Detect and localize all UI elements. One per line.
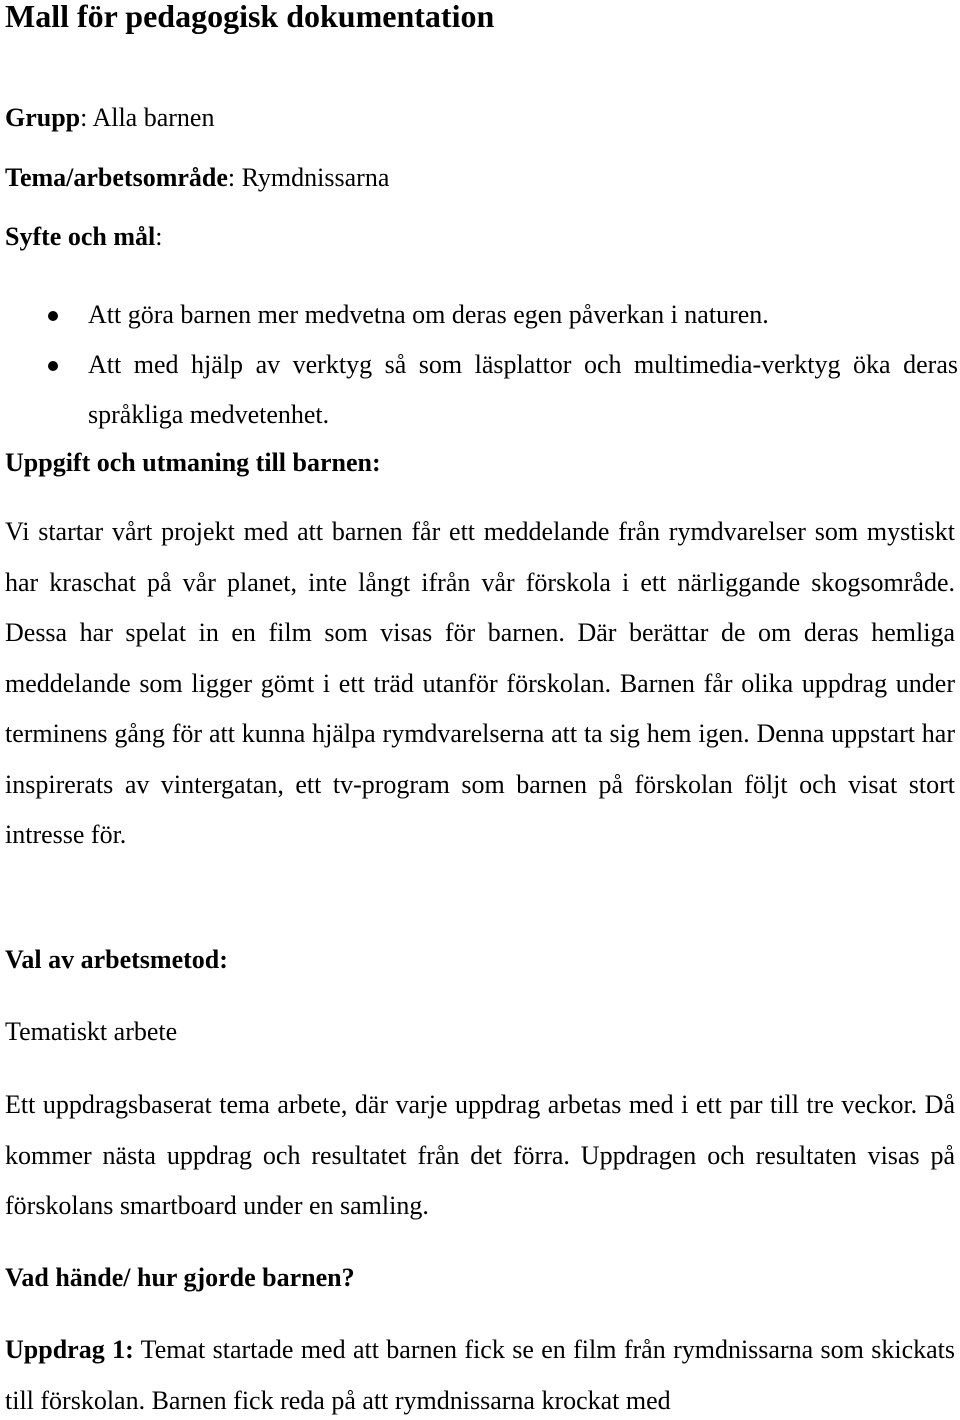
tema-field [5, 163, 389, 193]
goal-text: Att med hjälp av verktyg så som läsplattor och multimedia-verktyg öka deras språkliga medvetenhet. [88, 350, 958, 429]
syfte-colon: : [155, 222, 163, 251]
hande-heading: Vad hände/ hur gjorde barnen? [5, 1263, 355, 1292]
uppgift-paragraph: Vi startar vårt projekt med att barnen får ett meddelande från rymdvarelser som mystiskt har kraschat på vår planet, inte långt ifrån vår förskola i ett närliggande skogsområde. Dessa har spelat in en film som visas för barnen. Där berättar de om deras hemliga meddelande som ligger gömt i ett träd utanför förskolan. Barnen får olika uppdrag under terminens gång för att kunna hjälpa rymdvarelserna att ta sig hem igen. Denna uppstart har inspirerats av vintergatan, ett tv-program som barnen på förskolan följt och visat stort intresse för. [5, 517, 955, 849]
bullet-icon [48, 361, 58, 371]
uppgift-heading: Uppgift och utmaning till barnen: [5, 448, 381, 477]
goals-list [0, 290, 960, 440]
uppdrag1-label: Uppdrag 1: [5, 1335, 134, 1364]
uppdrag1-text: Temat startade med att barnen fick se en film från rymdnissarna som skickats till förskolan. Barnen fick reda på att rymdnissarna krockat med [5, 1335, 955, 1415]
goal-text: Att göra barnen mer medvetna om deras egen påverkan i naturen. [88, 300, 769, 329]
syfte-label: Syfte och mål [5, 222, 156, 251]
tema-value: : Rymdnissarna [227, 163, 390, 192]
grupp-value: : Alla barnen [80, 103, 215, 132]
list-item [0, 340, 958, 440]
metod-paragraph: Ett uppdragsbaserat tema arbete, där varje uppdrag arbetas med i ett par till tre veckor. Då kommer nästa uppdrag och resultatet från det förra. Uppdragen och resultaten visas på förskolans smartboard under en samling. [5, 1090, 955, 1220]
grupp-field [5, 103, 214, 133]
syfte-field [5, 222, 162, 252]
uppdrag1-paragraph [5, 1325, 955, 1420]
metod-value: Tematiskt arbete [5, 1017, 178, 1046]
document-title: Mall för pedagogisk dokumentation [5, 0, 495, 34]
list-item [0, 290, 958, 340]
bullet-icon [48, 311, 58, 321]
grupp-label: Grupp [5, 103, 81, 132]
metod-heading: Val av arbetsmetod: [5, 945, 228, 974]
tema-label: Tema/arbetsområde [5, 163, 228, 192]
